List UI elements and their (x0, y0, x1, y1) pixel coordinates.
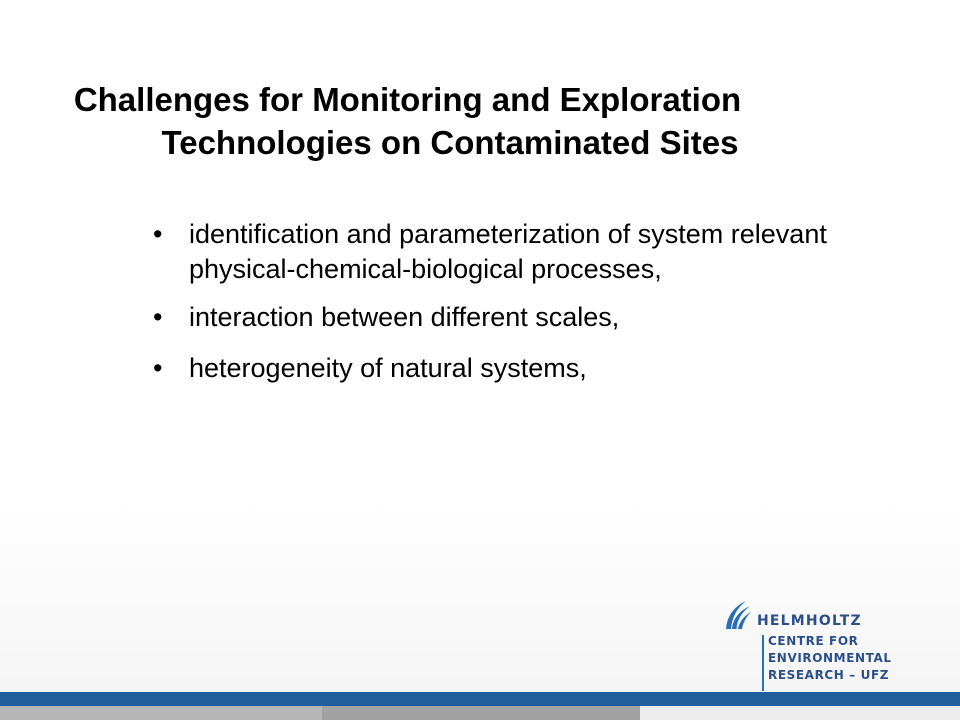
footer-bar-blue (0, 692, 960, 706)
logo-subtitle-line-3: RESEARCH – UFZ (768, 668, 890, 682)
bullet-list (147, 217, 957, 386)
bullet-text-line-1: identification and parameterization of system relevant (189, 219, 827, 249)
footer-bar-light (640, 706, 960, 720)
logo-subtitle (768, 633, 892, 684)
bullet-marker: • (153, 219, 163, 249)
bullet-marker: • (153, 302, 163, 332)
slide-title-line-1: Challenges for Monitoring and Exploration (73, 81, 742, 118)
helmholtz-logo-icon (722, 599, 752, 631)
logo-subtitle-line-2: ENVIRONMENTAL (768, 651, 892, 665)
bullet-text: heterogeneity of natural systems, (189, 353, 587, 383)
bullet-item (147, 351, 957, 386)
bullet-text: interaction between different scales, (189, 302, 620, 332)
bullet-text-line-2: physical-chemical-biological processes, (189, 254, 662, 284)
logo-name: HELMHOLTZ (757, 613, 862, 629)
logo-divider (762, 635, 764, 691)
helmholtz-ufz-logo (722, 599, 922, 694)
bullet-item (147, 217, 957, 287)
slide-title-line-2: Technologies on Contaminated Sites (161, 124, 739, 161)
footer-bar-gray-dark (322, 706, 640, 720)
bullet-marker: • (153, 353, 163, 383)
bullet-item (147, 300, 957, 335)
slide-title (0, 78, 815, 164)
logo-subtitle-line-1: CENTRE FOR (768, 634, 859, 648)
